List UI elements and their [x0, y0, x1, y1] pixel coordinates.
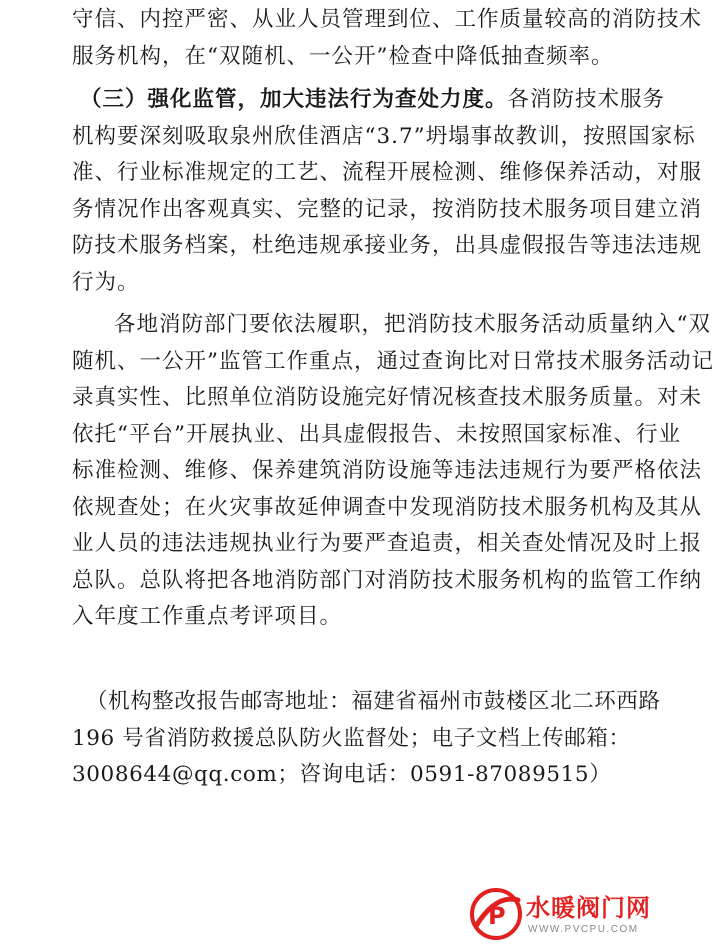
- text-line: 防技术服务档案，杜绝违规承接业务，出具虚假报告等违法违规: [72, 233, 703, 258]
- note-line: （机构整改报告邮寄地址：福建省福州市鼓楼区北二环西路: [86, 689, 661, 714]
- note-line: 3008644@qq.com；咨询电话：0591-87089515）: [72, 762, 612, 787]
- text-line: 随机、一公开”监管工作重点，通过查询比对日常技术服务活动记: [72, 348, 714, 374]
- site-watermark: [468, 884, 651, 946]
- text-line: 录真实性、比照单位消防设施完好情况核查技术服务质量。对未: [72, 385, 703, 410]
- contact-note: [72, 684, 661, 794]
- text-line: 服务机构，在“双随机、一公开”检查中降低抽查频率。: [72, 43, 614, 69]
- watermark-logo-icon: [468, 886, 524, 942]
- text-line: 机构要深刻吸取泉州欣佳酒店“3.7”坍塌事故教训，按照国家标: [72, 123, 696, 149]
- paragraph-strengthen-supervision: [72, 82, 703, 301]
- text-line: 各地消防部门要依法履职，把消防技术服务活动质量纳入“双: [114, 312, 711, 337]
- watermark-title: 水暖阀门网: [526, 894, 651, 922]
- text-line: 务情况作出客观真实、完整的记录，按消防技术服务项目建立消: [72, 196, 703, 222]
- text-line: 依托“平台”开展执业、出具虚假报告、未按照国家标准、行业: [72, 421, 681, 447]
- watermark-logo-letter: P: [488, 902, 506, 930]
- heading-rest-text: 各消防技术服务: [507, 87, 666, 112]
- text-line: 总队。总队将把各地消防部门对消防技术服务机构的监管工作纳: [72, 567, 703, 593]
- paragraph-local-departments: [72, 307, 714, 636]
- paragraph-first-line: [72, 82, 666, 119]
- note-line: 196 号省消防救援总队防火监督处；电子文档上传邮箱：: [72, 725, 631, 751]
- text-line: 依规查处；在火灾事故延伸调查中发现消防技术服务机构及其从: [72, 494, 703, 520]
- watermark-url: WWW.PVCPU.COM: [528, 924, 639, 935]
- text-line: 守信、内控严密、从业人员管理到位、工作质量较高的消防技术: [72, 7, 703, 32]
- text-line: 入年度工作重点考评项目。: [72, 604, 343, 629]
- text-line: 标准检测、维修、保养建筑消防设施等违法违规行为要严格依法: [72, 458, 703, 483]
- text-line: 行为。: [72, 269, 140, 295]
- text-line: 业人员的违法违规执业行为要严查追责，相关查处情况及时上报: [72, 531, 703, 556]
- text-line: 准、行业标准规定的工艺、流程开展检测、维修保养活动，对服: [72, 160, 703, 185]
- paragraph-credit-continuation: [72, 2, 703, 75]
- section-heading: （三）强化监管，加大违法行为查处力度。: [80, 87, 508, 112]
